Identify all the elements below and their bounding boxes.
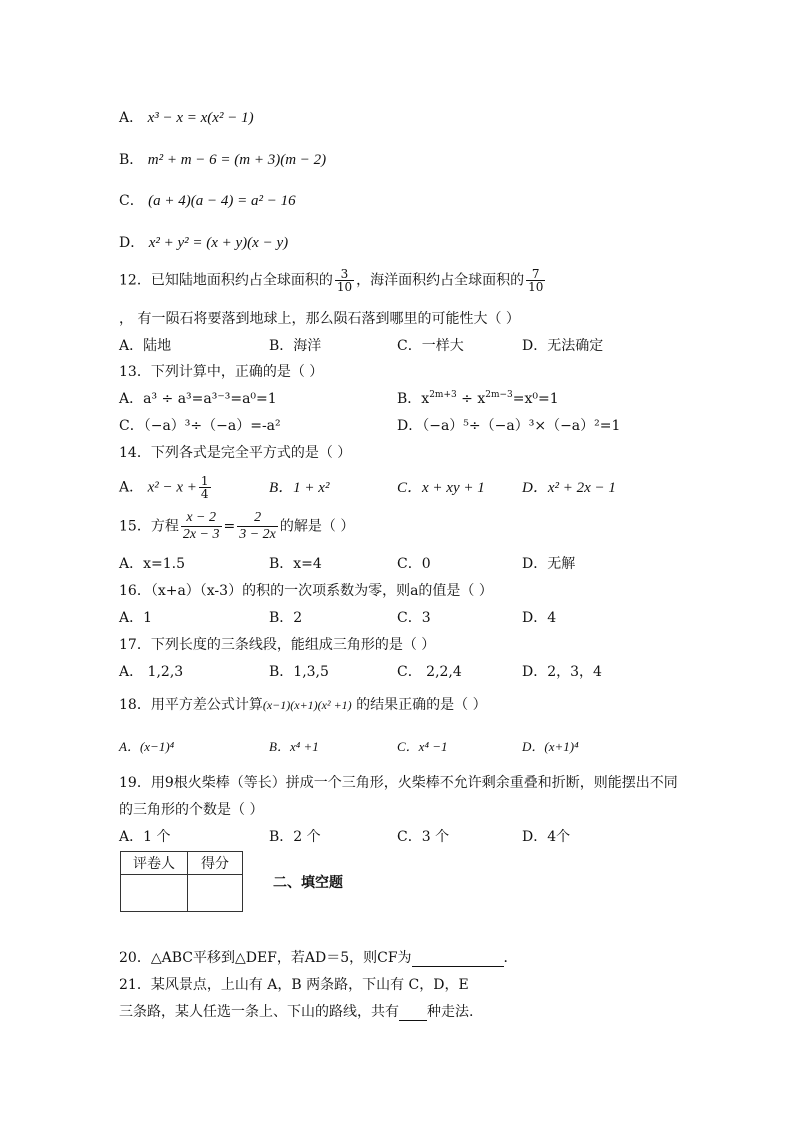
q18-stem-part: 的结果正确的是（ ） [356, 697, 487, 713]
q13-option-c: C．（−a）³÷（−a）=-a² [119, 418, 281, 434]
math-expression: (x−1)(x+1)(x² +1) [262, 698, 352, 712]
q18-option-b: B．x⁴ +1 [269, 739, 319, 754]
q15-stem-part: 的解是（ ） [279, 518, 355, 535]
q12-option-b: B．海洋 [269, 338, 322, 354]
q16-option-c: C．3 [397, 610, 431, 626]
equation-lhs [181, 510, 222, 543]
math-expression: x² − x + [147, 479, 197, 496]
q12-stem-part: 12．已知陆地面积约占全球面积的 [119, 272, 333, 289]
equals-sign: = [223, 518, 236, 535]
q18-stem-part: 18．用平方差公式计算 [119, 697, 263, 713]
q15-option-d: D．无解 [522, 556, 576, 572]
q12-option-c: C．一样大 [397, 338, 464, 354]
q17-option-a: A． 1,2,3 [119, 664, 184, 680]
exponent: 2m+3 [429, 390, 457, 400]
q18-stem [119, 696, 487, 714]
equation-rhs [237, 510, 278, 543]
q16-option-b: B．2 [269, 610, 303, 626]
q18-option-a: A．(x−1)⁴ [119, 739, 175, 754]
exponent: 2m−3 [485, 390, 513, 400]
q15-option-c: C．0 [397, 556, 431, 572]
q15-stem [119, 510, 354, 543]
math-expression: m² + m − 6 = (m + 3)(m − 2) [147, 152, 327, 168]
q11-option-a [119, 109, 254, 127]
q19-option-d: D．4个 [522, 829, 571, 845]
q13-b-part: =x⁰=1 [512, 391, 559, 407]
grader-cell[interactable] [121, 875, 188, 912]
q13-stem: 13．下列计算中，正确的是（ ） [119, 364, 324, 380]
fraction-numerator: 7 [526, 268, 545, 281]
q20-stem-part: 20．△ABC平移到△DEF，若AD＝5，则CF为 [119, 950, 412, 966]
q20-stem [119, 949, 518, 967]
q16-option-d: D．4 [522, 610, 557, 626]
answer-blank[interactable] [399, 1006, 427, 1021]
q13-option-d: D．（−a）⁵÷（−a）³×（−a）²=1 [397, 418, 621, 434]
math-expression: (a + 4)(a − 4) = a² − 16 [148, 193, 296, 209]
option-label: B． [119, 152, 144, 168]
q19-option-b: B．2 个 [269, 829, 321, 845]
option-label: A． [119, 110, 144, 126]
score-cell[interactable] [188, 875, 243, 912]
option-label: C． [119, 193, 144, 209]
q20-stem-part: ． [503, 950, 518, 966]
fraction-denominator: 10 [336, 280, 353, 294]
answer-blank[interactable] [412, 952, 504, 967]
fraction-numerator: 2 [237, 510, 278, 527]
q18-option-c: C．x⁴ −1 [397, 739, 448, 754]
fraction-ocean [526, 268, 545, 293]
math-expression: x² + y² = (x + y)(x − y) [148, 235, 289, 251]
fraction-numerator: 1 [200, 474, 209, 488]
q14-stem: 14．下列各式是完全平方式的是（ ） [119, 445, 352, 461]
fraction-denominator: 10 [528, 280, 544, 294]
q15-option-b: B．x=4 [269, 556, 322, 572]
q19-option-c: C．3 个 [397, 829, 450, 845]
q12-stem [119, 268, 547, 293]
score-table [120, 851, 243, 912]
q19-stem-line1: 19．用9根火柴棒（等长）拼成一个三角形，火柴棒不允许剩余重叠和折断，则能摆出不同 [119, 775, 678, 791]
q17-option-d: D．2，3，4 [522, 664, 602, 680]
q13-b-part: ÷ x [456, 391, 486, 407]
fraction-denominator: 2x − 3 [182, 527, 220, 542]
q11-option-b [119, 151, 326, 169]
fraction-numerator: x − 2 [181, 510, 222, 527]
fraction-land [335, 268, 354, 293]
math-expression: x³ − x = x(x² − 1) [147, 110, 254, 126]
score-header: 得分 [188, 852, 243, 875]
q12-stem-part: ，海洋面积约占全球面积的 [356, 272, 525, 289]
q14-option-b: B．1 + x² [269, 480, 330, 496]
q16-stem: 16．（x+a）（x-3）的积的一次项系数为零，则a的值是（ ） [119, 583, 493, 599]
q17-option-b: B．1,3,5 [269, 664, 329, 680]
q13-b-part: B．x [397, 391, 430, 407]
option-label: A． [119, 479, 144, 496]
q19-option-a: A．1 个 [119, 829, 171, 845]
q19-stem-line2: 的三角形的个数是（ ） [119, 802, 264, 818]
q21-stem-part: 三条路，某人任选一条上、下山的路线，共有 [119, 1004, 399, 1020]
q15-stem-part: 15．方程 [119, 518, 179, 535]
option-label: D． [119, 235, 145, 251]
fraction-denominator: 3 − 2x [239, 527, 276, 542]
grader-header: 评卷人 [121, 852, 188, 875]
q13-option-b [397, 390, 559, 408]
q17-stem: 17．下列长度的三条线段，能组成三角形的是（ ） [119, 637, 436, 653]
q11-option-c [119, 192, 296, 210]
section-title: 二、填空题 [273, 875, 343, 891]
q12-option-d: D．无法确定 [522, 338, 604, 354]
fraction-quarter [199, 475, 211, 500]
q15-option-a: A．x=1.5 [119, 556, 186, 572]
q21-stem-line2 [119, 1003, 473, 1021]
fraction-numerator: 3 [335, 268, 354, 281]
q13-option-a: A．a³ ÷ a³=a³⁻³=a⁰=1 [119, 391, 277, 407]
q11-option-d [119, 234, 288, 252]
q21-stem-part: 种走法. [427, 1004, 474, 1020]
q12-stem-cont: ， 有一陨石将要落到地球上，那么陨石落到哪里的可能性大（ ） [119, 311, 520, 327]
q17-option-c: C． 2,2,4 [397, 664, 462, 680]
q14-option-d: D．x² + 2x − 1 [522, 480, 616, 496]
q12-option-a: A．陆地 [119, 338, 172, 354]
q21-stem-line1: 21．某风景点，上山有 A，B 两条路，下山有 C，D，E [119, 977, 469, 993]
fraction-denominator: 4 [200, 487, 209, 501]
q14-option-c: C．x + xy + 1 [397, 480, 485, 496]
q18-option-d: D．(x+1)⁴ [522, 739, 579, 754]
q16-option-a: A．1 [119, 610, 153, 626]
q14-option-a [119, 475, 213, 500]
